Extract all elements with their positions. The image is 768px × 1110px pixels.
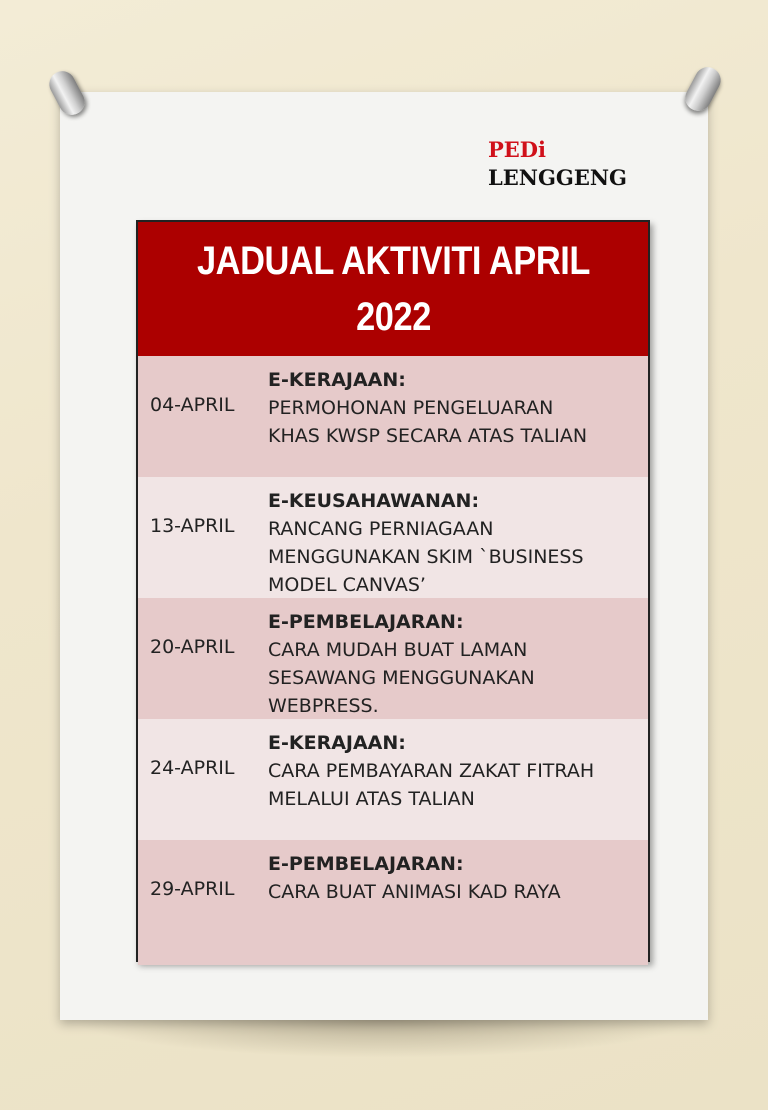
activity-date: 04-APRIL (150, 394, 235, 416)
activity-date: 24-APRIL (150, 757, 235, 779)
activity-date: 29-APRIL (150, 878, 235, 900)
brand-logo (488, 136, 627, 193)
activity-description: CARA BUAT ANIMASI KAD RAYA (268, 881, 561, 903)
activity-category: E-PEMBELAJARAN: (268, 853, 464, 875)
activity-row (138, 356, 648, 477)
activity-category: E-KERAJAAN: (268, 732, 406, 754)
schedule-title-line1: JADUAL AKTIVITI APRIL (196, 239, 590, 283)
activity-description: CARA MUDAH BUAT LAMAN SESAWANG MENGGUNAKAN WEBPRESS. (268, 639, 535, 717)
activity-description: PERMOHONAN PENGELUARAN KHAS KWSP SECARA ATAS TALIAN (268, 397, 588, 447)
activity-row (138, 840, 648, 965)
schedule-title-line2: 2022 (355, 295, 431, 339)
activity-date: 13-APRIL (150, 515, 235, 537)
brand-name-pedi: PEDi (488, 137, 546, 162)
activity-description: RANCANG PERNIAGAAN MENGGUNAKAN SKIM `BUSINESS MODEL CANVAS’ (268, 518, 584, 596)
activity-category: E-KEUSAHAWANAN: (268, 490, 480, 512)
activity-row (138, 719, 648, 840)
paper-shadow (70, 1018, 698, 1058)
activity-row (138, 598, 648, 719)
brand-name-lenggeng: LENGGENG (488, 165, 627, 190)
activity-schedule-table (136, 220, 650, 962)
schedule-title (138, 222, 648, 356)
activity-row (138, 477, 648, 598)
activity-category: E-PEMBELAJARAN: (268, 611, 464, 633)
activity-description: CARA PEMBAYARAN ZAKAT FITRAH MELALUI ATAS TALIAN (268, 760, 595, 810)
activity-date: 20-APRIL (150, 636, 235, 658)
activity-category: E-KERAJAAN: (268, 369, 406, 391)
